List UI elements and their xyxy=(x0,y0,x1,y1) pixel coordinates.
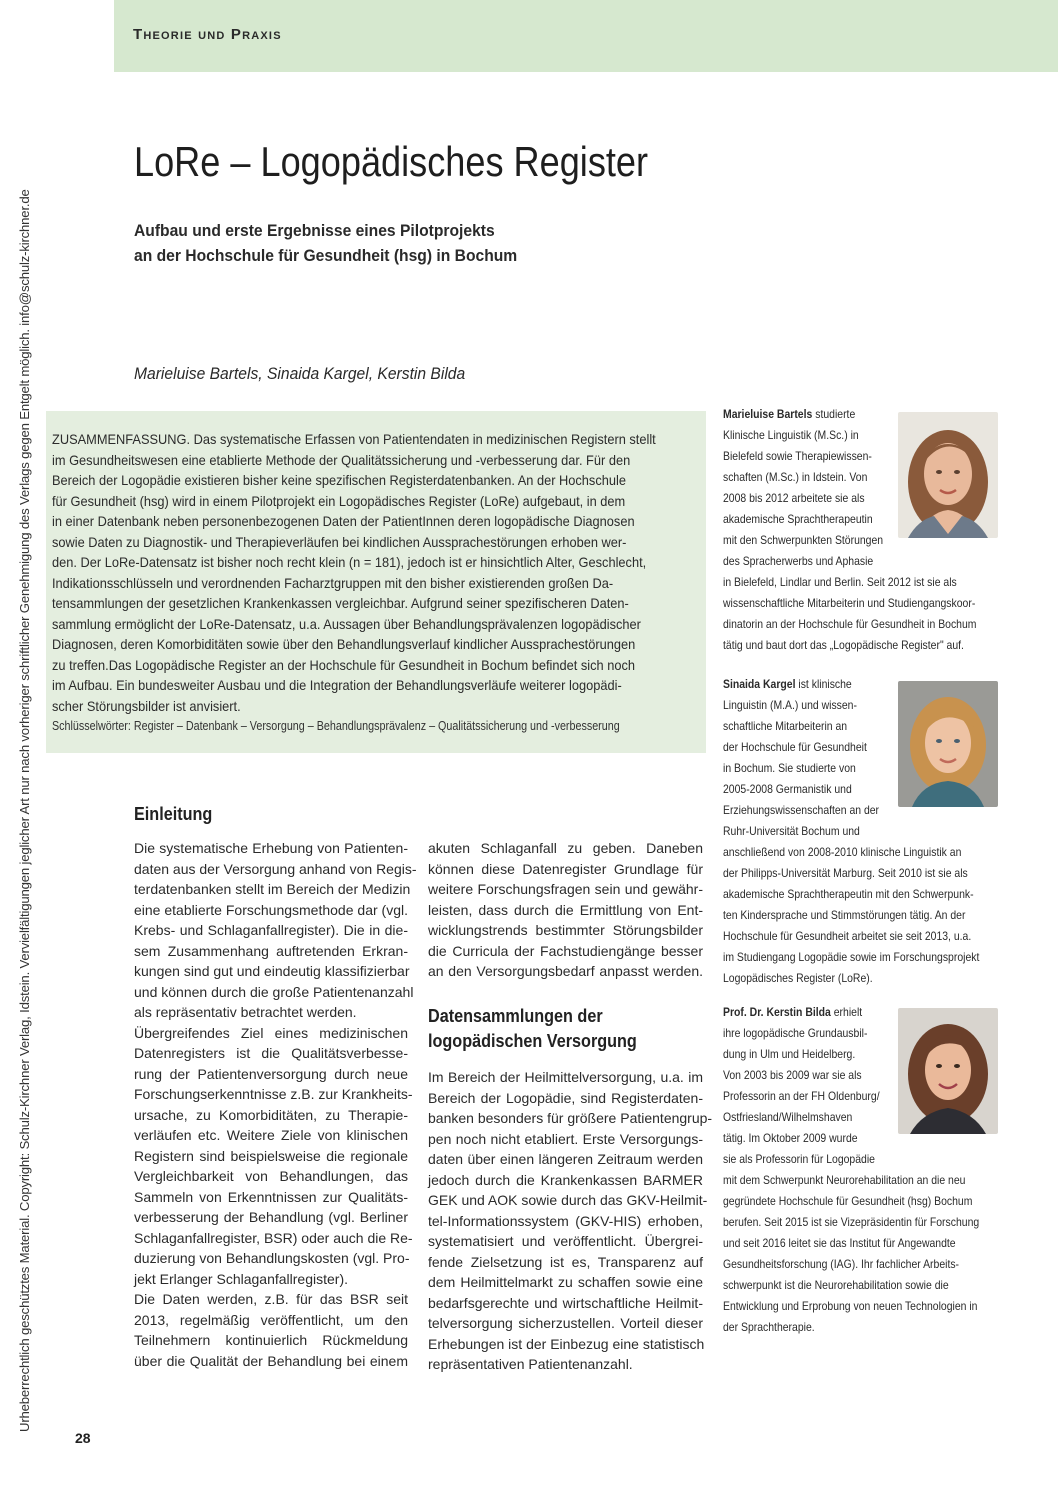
body-line: sem Zusammenhang auftretenden Erkran- xyxy=(134,942,408,959)
author-bio-bilda xyxy=(723,1002,979,1338)
body-line: pen noch nicht etabliert. Erste Versorgungs- xyxy=(428,1130,703,1147)
author-name: Sinaida Kargel xyxy=(723,678,796,691)
bio-line: anschließend von 2008-2010 klinische Linguistik an xyxy=(723,846,962,859)
body-line: an den Versorgungsbedarf anpasst werden. xyxy=(428,963,703,979)
article-subtitle xyxy=(134,218,517,268)
body-line: verläufen etc. Weitere Ziele von klinischen xyxy=(134,1127,408,1143)
body-line: Sammeln von Erkenntnissen zur Qualitäts- xyxy=(134,1188,408,1205)
bio-line: sie als Professorin für Logopädie xyxy=(723,1153,875,1166)
bio-line: 2005-2008 Germanistik und xyxy=(723,783,852,796)
bio-line: und seit 2016 leitet sie das Institut für Angewandte xyxy=(723,1237,956,1250)
abstract-line: ZUSAMMENFASSUNG. Das systematische Erfassen von Patientendaten in medizinischen Registern stellt xyxy=(52,431,656,447)
section-label: Theorie und Praxis xyxy=(133,26,282,43)
bio-line: tätig. Im Oktober 2009 wurde xyxy=(723,1132,858,1145)
body-line: Vergleichbarkeit von Behandlungen, das xyxy=(134,1168,408,1184)
bio-line: Logopädisches Register (LoRe). xyxy=(723,972,873,985)
abstract-line: sammlung ermöglicht der LoRe-Datensatz, u.a. Aussagen über Behandlungsprävalenzen logopädischer xyxy=(52,615,641,632)
body-line: Bereich der Logopädie, sind Registerdaten- xyxy=(428,1089,703,1106)
body-line: leisten, dass durch die Ermittlung von Ent- xyxy=(428,901,703,918)
bio-line: akademische Sprachtherapeutin xyxy=(723,513,873,526)
bio-line: ten Kindersprache und Stimmstörungen tätig. An der xyxy=(723,909,966,922)
body-line: duzierung von Behandlungskosten (vgl. Pro- xyxy=(134,1250,410,1266)
body-line: daten aus der Versorgung anhand von Regis- xyxy=(134,860,417,877)
body-line: dem Heilmittelmarkt zu schaffen sowie eine xyxy=(428,1274,703,1290)
bio-line: der Philipps-Universität Marburg. Seit 2010 ist sie als xyxy=(723,867,968,880)
abstract-line: Diagnosen, deren Komorbiditäten sowie über den Behandlungsverlauf kindlicher Aussprachestörungen xyxy=(52,636,636,652)
abstract-line: zu treffen.Das Logopädische Register an der Hochschule für Gesundheit in Bochum befindet sich noch xyxy=(52,656,635,673)
body-line: GEK und AOK sowie durch das GKV-Heilmit- xyxy=(428,1192,708,1208)
abstract-line: scher Störungsbilder ist anvisiert. xyxy=(52,697,241,714)
body-line: Forschungserkenntnisse z.B. zur Krankheits- xyxy=(134,1086,413,1102)
abstract-line: im Aufbau. Ein bundesweiter Ausbau und die Integration der Behandlungsverläufe weiterer logopädi- xyxy=(52,677,622,693)
body-line: Im Bereich der Heilmittelversorgung, u.a. im xyxy=(428,1069,703,1085)
abstract-line: für Gesundheit (hsg) wird in einem Pilotprojekt ein Logopädisches Register (LoRe) aufgebaut, in dem xyxy=(52,492,626,509)
body-line: weitere Forschungsfragen sein und gewähr- xyxy=(428,881,703,897)
bio-line: der Sprachtherapie. xyxy=(723,1321,815,1334)
bio-line: erhielt xyxy=(830,1006,863,1019)
bio-line: ist klinische xyxy=(795,678,852,691)
body-line: Registern sind beispielsweise die regionale xyxy=(134,1147,408,1164)
body-line: und können durch die große Patientenanzahl xyxy=(134,983,414,1000)
body-line: wicklungstrends bestimmter Störungsbilder xyxy=(428,922,703,938)
bio-line: Gesundheitsforschung (IAG). Ihr fachlicher Arbeits- xyxy=(723,1258,960,1271)
body-line: repräsentativen Patientenanzahl. xyxy=(428,1356,633,1372)
body-line: Schlaganfallregister, BSR) oder auch die Re- xyxy=(134,1229,413,1246)
bio-line: berufen. Seit 2015 ist sie Vizepräsidentin für Forschung xyxy=(723,1216,980,1229)
body-line: Übergreifendes Ziel eines medizinischen xyxy=(134,1024,408,1041)
body-line: Krebs- und Schlaganfallregister). Die in die- xyxy=(134,922,408,938)
body-line: Die Daten werden, z.B. für das BSR seit xyxy=(134,1291,408,1307)
bio-line: ihre logopädische Grundausbil- xyxy=(723,1027,868,1040)
body-line: terdatenbanken stellt im Bereich der Medizin xyxy=(134,881,411,897)
abstract-line: im Gesundheitswesen eine etablierte Methode der Qualitätssicherung und -verbesserung dar. Für den xyxy=(52,451,631,468)
page-number: 28 xyxy=(75,1430,91,1446)
article-authors: Marieluise Bartels, Sinaida Kargel, Kerstin Bilda xyxy=(134,364,466,383)
body-line: verbesserung der Behandlung (vgl. Berliner xyxy=(134,1209,408,1225)
copyright-side-notice: Urheberrechtlich geschütztes Material. Copyright: Schulz-Kirchner Verlag, Idstein. Vervielfältigungen jeglicher Art nur nach vorheriger schriftlicher Genehmigung des Verlags gegen Entgelt möglich. info@schulz-kirchner.de xyxy=(17,189,32,1432)
bio-line: 2008 bis 2012 arbeitete sie als xyxy=(723,492,865,505)
bio-line: Hochschule für Gesundheit arbeitet sie seit 2013, u.a. xyxy=(723,930,972,943)
body-line: die Curricula der Fachstudiengänge besser xyxy=(428,942,703,959)
author-bio-kargel xyxy=(723,674,979,989)
author-bio-bartels xyxy=(723,404,976,656)
body-line: jedoch durch die Krankenkassen BARMER xyxy=(428,1171,703,1188)
body-line: 2013, regelmäßig veröffentlicht, um den xyxy=(134,1311,408,1328)
heading-line: logopädischen Versorgung xyxy=(428,1031,637,1051)
heading-line: Datensammlungen der xyxy=(428,1006,603,1026)
body-line: Die systematische Erhebung von Patienten- xyxy=(134,840,408,856)
abstract-line: sowie Daten zu Diagnostik- und Therapieverläufen bei kindlichen Aussprachestörungen erhoben wer- xyxy=(52,533,627,550)
bio-line: schaftliche Mitarbeiterin an xyxy=(723,720,848,733)
heading-einleitung: Einleitung xyxy=(134,804,213,824)
abstract-line: den. Der LoRe-Datensatz ist bisher noch recht klein (n = 181), jedoch ist er hinsichtlich Alter, Geschlecht, xyxy=(52,554,647,570)
bio-line: wissenschaftliche Mitarbeiterin und Studiengangskoor- xyxy=(723,597,976,610)
body-line: über die Qualität der Behandlung bei einem xyxy=(134,1352,408,1369)
body-line: als repräsentativ betrachtet werden. xyxy=(134,1004,357,1020)
bio-line: Klinische Linguistik (M.Sc.) in xyxy=(723,429,859,442)
bio-line: tätig und baut dort das „Logopädische Register" auf. xyxy=(723,639,964,652)
bio-line: dung in Ulm und Heidelberg. xyxy=(723,1048,856,1061)
bio-line: akademische Sprachtherapeutin mit den Schwerpunk- xyxy=(723,888,974,901)
body-column-2-bottom xyxy=(428,1067,713,1375)
body-line: daten über einen längeren Zeitraum werden xyxy=(428,1151,703,1167)
bio-line: Erziehungswissenschaften an der xyxy=(723,804,880,817)
bio-line: Bielefeld sowie Therapiewissen- xyxy=(723,450,872,463)
body-column-2-top xyxy=(428,838,703,982)
bio-line: des Spracherwerbs und Aphasie xyxy=(723,555,874,568)
abstract-line: Indikationsschlüsseln und verordnenden Facharztgruppen mit den bisher existierenden großen Da- xyxy=(52,574,614,591)
bio-line: der Hochschule für Gesundheit xyxy=(723,741,867,754)
abstract-keywords: Schlüsselwörter: Register – Datenbank – Versorgung – Behandlungsprävalenz – Qualitätssicherung und -verbesserung xyxy=(52,719,620,733)
body-line: fende Zielsetzung ist es, Transparenz auf xyxy=(428,1253,703,1270)
body-line: bedarfsgerechte und wirtschaftliche Heilmit- xyxy=(428,1294,703,1311)
subtitle-line: an der Hochschule für Gesundheit (hsg) in Bochum xyxy=(134,246,518,265)
body-column-1 xyxy=(134,838,417,1371)
bio-line: schwerpunkt ist die Neurorehabilitation sowie die xyxy=(723,1279,949,1292)
bio-line: Von 2003 bis 2009 war sie als xyxy=(723,1069,862,1082)
bio-line: Linguistin (M.A.) und wissen- xyxy=(723,699,857,712)
bio-line: schaften (M.Sc.) in Idstein. Von xyxy=(723,471,868,484)
bio-line: mit den Schwerpunkten Störungen xyxy=(723,534,884,547)
body-line: banken besonders für größere Patientengrup- xyxy=(428,1110,713,1126)
body-line: akuten Schlaganfall zu geben. Daneben xyxy=(428,840,703,856)
body-line: tel-Informationssystem (GKV-HIS) erhoben, xyxy=(428,1212,703,1229)
abstract-text xyxy=(52,429,683,716)
bio-line: dinatorin an der Hochschule für Gesundheit in Bochum xyxy=(723,618,977,631)
bio-line: Professorin an der FH Oldenburg/ xyxy=(723,1090,880,1103)
author-name: Prof. Dr. Kerstin Bilda xyxy=(723,1006,831,1019)
article-title: LoRe – Logopädisches Register xyxy=(134,138,649,185)
body-line: ursache, zu Komorbiditäten, zu Therapie- xyxy=(134,1106,408,1123)
body-line: Erhebungen ist der Einbezug eine statistisch xyxy=(428,1335,705,1352)
abstract-line: tensammlungen der gesetzlichen Krankenkassen vergleichbar. Aufgrund seiner spezifischeren Daten- xyxy=(52,595,629,611)
body-line: Teilnehmern kontinuierlich Rückmeldung xyxy=(134,1332,408,1348)
bio-line: Entwicklung und Erprobung von neuen Technologien in xyxy=(723,1300,978,1313)
body-line: Datenregisters ist die Qualitätsverbesse- xyxy=(134,1045,408,1061)
bio-line: in Bielefeld, Lindlar und Berlin. Seit 2012 ist sie als xyxy=(723,576,957,589)
body-line: kungen sind gut und eindeutig klassifizierbar xyxy=(134,963,410,979)
bio-line: mit dem Schwerpunkt Neurorehabilitation an die neu xyxy=(723,1174,966,1187)
body-line: jekt Erlanger Schlaganfallregister). xyxy=(134,1270,348,1287)
body-line: eine etablierte Forschungsmethode dar (vgl. xyxy=(134,901,408,918)
abstract-line: in einer Datenbank neben personenbezogenen Daten der PatientInnen deren logopädische Diagnosen xyxy=(52,513,635,529)
bio-line: im Studiengang Logopädie sowie im Forschungsprojekt xyxy=(723,951,980,964)
bio-line: Ostfriesland/Wilhelmshaven xyxy=(723,1111,853,1124)
body-line: systematisiert und veröffentlicht. Übergrei- xyxy=(428,1233,703,1249)
abstract-line: Bereich der Logopädie existieren bisher keine spezifischen Registerdatenbanken. An der Hochschule xyxy=(52,472,626,488)
body-line: telversorgung sicherzustellen. Vorteil dieser xyxy=(428,1315,703,1331)
bio-line: in Bochum. Sie studierte von xyxy=(723,762,856,775)
body-line: können diese Datenregister Grundlage für xyxy=(428,860,703,877)
subtitle-line: Aufbau und erste Ergebnisse eines Pilotprojekts xyxy=(134,221,495,240)
bio-line: gegründete Hochschule für Gesundheit (hsg) Bochum xyxy=(723,1195,973,1208)
bio-line: studierte xyxy=(812,408,856,421)
body-line: rung der Patientenversorgung durch neue xyxy=(134,1065,408,1082)
bio-line: Ruhr-Universität Bochum und xyxy=(723,825,860,838)
heading-datensammlungen xyxy=(428,1004,637,1054)
author-name: Marieluise Bartels xyxy=(723,408,813,421)
